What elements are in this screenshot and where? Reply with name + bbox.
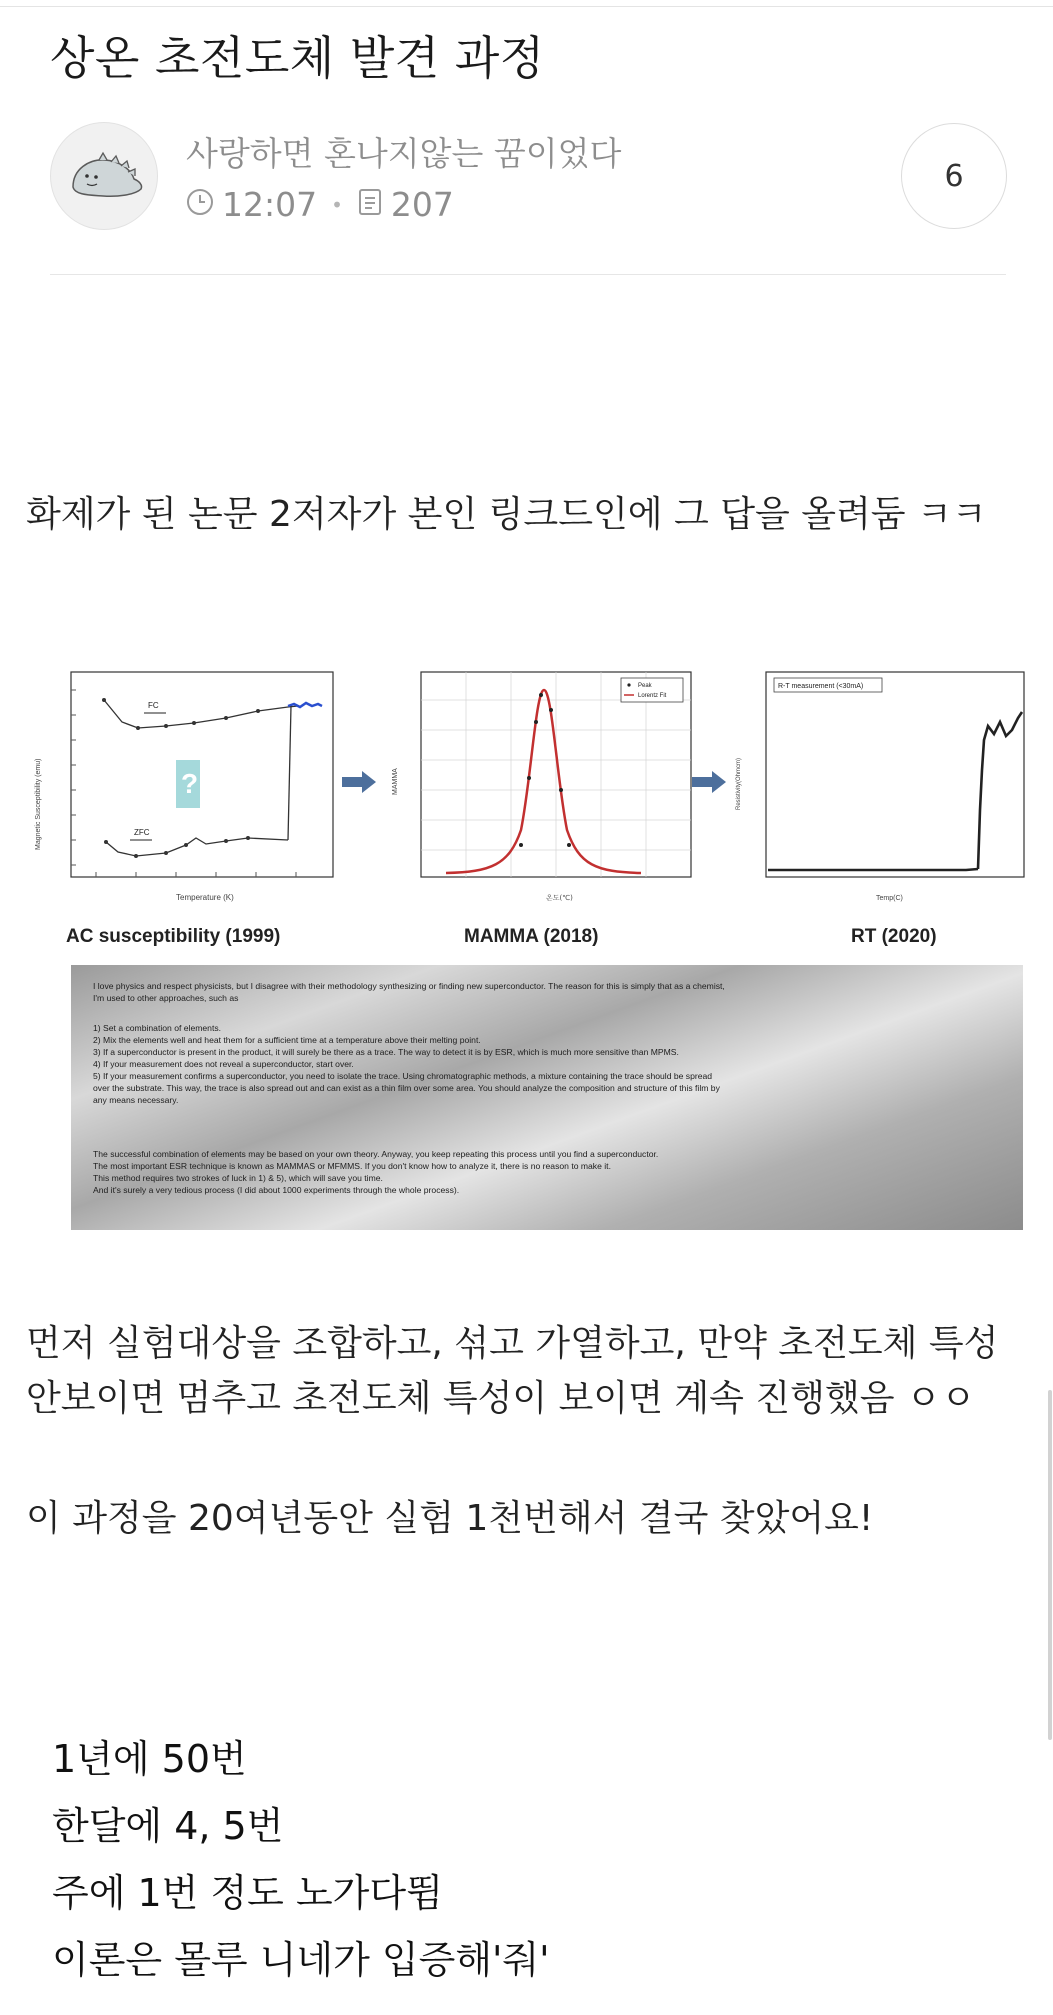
body-paragraph-line: 안보이면 멈추고 초전도체 특성이 보이면 계속 진행했음 ㅇㅇ bbox=[26, 1378, 976, 1419]
plot2-ylabel: MAMMA bbox=[392, 768, 399, 795]
quote-line: 2) Mix the elements well and heat them for a sufficient time at a temperature above their melting point. bbox=[93, 1035, 481, 1045]
quote-line: 3) If a superconductor is present in the product, it will surely be there as a trace. The way to detect it is by ESR, which is much more sensitive than MPMS. bbox=[93, 1047, 679, 1057]
plot1-xlabel: Temperature (K) bbox=[176, 893, 234, 902]
plot1-ylabel: Magnetic Susceptibility (emu) bbox=[35, 758, 42, 850]
intro-text: 화제가 된 논문 2저자가 본인 링크드인에 그 답을 올려둠 ㅋㅋ bbox=[26, 494, 987, 535]
quote-line: The successful combination of elements may be based on your own theory. Anyway, you keep repeating this process until you find a superconductor. bbox=[93, 1149, 659, 1159]
clock-icon bbox=[186, 185, 214, 224]
quote-line: any means necessary. bbox=[93, 1095, 179, 1105]
header-divider bbox=[50, 274, 1006, 275]
quote-line: 1) Set a combination of elements. bbox=[93, 1023, 222, 1033]
arrow-right-icon bbox=[340, 770, 378, 798]
list-item: 1년에 50번 bbox=[52, 1737, 247, 1781]
body-paragraph: 이 과정을 20여년동안 실험 1천번해서 결국 찾았어요! bbox=[26, 1498, 874, 1539]
list-item: 주에 1번 정도 노가다뜀 bbox=[52, 1871, 443, 1915]
fc-label: FC bbox=[148, 701, 159, 710]
comment-count: 6 bbox=[944, 158, 964, 194]
caption-ac-susceptibility: AC susceptibility (1999) bbox=[66, 926, 281, 947]
legend-lorentz: Lorentz Fit bbox=[638, 693, 667, 699]
body-paragraph-line: 먼저 실험대상을 조합하고, 섞고 가열하고, 만약 초전도체 특성 bbox=[26, 1323, 999, 1364]
caption-mamma: MAMMA (2018) bbox=[464, 926, 599, 947]
post-meta bbox=[186, 185, 454, 224]
post-time: 12:07 bbox=[222, 185, 318, 224]
rt-plot bbox=[726, 660, 1026, 920]
quote-line: The most important ESR technique is known as MAMMAS or MFMMS. If you don't know how to analyze it, there is no reason to make it. bbox=[93, 1161, 611, 1171]
quote-line: I'm used to other approaches, such as bbox=[93, 993, 239, 1003]
plot2-xlabel: 온도(℃) bbox=[546, 894, 573, 902]
plot3-legend: R-T measurement (<30mA) bbox=[778, 683, 864, 690]
view-count: 207 bbox=[390, 185, 454, 224]
quote-line: This method requires two strokes of luck in 1) & 5), which will save you time. bbox=[93, 1173, 383, 1183]
quote-line: 4) If your measurement does not reveal a superconductor, start over. bbox=[93, 1059, 354, 1069]
ac-susceptibility-plot bbox=[26, 660, 346, 920]
linkedin-quote-block bbox=[71, 965, 1023, 1230]
superconductor-figure-image bbox=[26, 660, 1026, 1240]
quote-line: 5) If your measurement confirms a superconductor, you need to isolate the trace. Using chromatographic methods, a mixture containing the trace should be spread bbox=[93, 1071, 713, 1081]
quote-line: I love physics and respect physicists, but I disagree with their methodology synthesizing or finding new superconductor. The reason for this is simply that as a chemist, bbox=[93, 981, 725, 991]
author-avatar[interactable] bbox=[50, 122, 158, 230]
dinosaur-avatar-icon bbox=[51, 123, 157, 229]
top-divider bbox=[0, 6, 1053, 7]
document-icon bbox=[357, 185, 383, 224]
quote-line: over the substrate. This way, the trace is also spread out and can exist as a thin film over some area. You should analyze the composition and structure of this film by bbox=[93, 1083, 720, 1093]
zfc-label: ZFC bbox=[134, 828, 150, 837]
arrow-right-icon bbox=[690, 770, 728, 798]
plot3-xlabel: Temp(C) bbox=[876, 895, 903, 902]
scrollbar[interactable] bbox=[1048, 1390, 1052, 1740]
mamma-plot bbox=[381, 660, 711, 920]
question-mark: ? bbox=[181, 768, 199, 799]
quote-line: And it's surely a very tedious process (I did about 1000 experiments through the whole process). bbox=[93, 1185, 460, 1195]
list-item: 이론은 몰루 니네가 입증해'줘' bbox=[52, 1938, 550, 1982]
plot3-ylabel: Resistivity(Ohmcm) bbox=[736, 758, 742, 810]
caption-rt: RT (2020) bbox=[851, 926, 937, 947]
meta-separator: • bbox=[331, 192, 343, 217]
comment-count-button[interactable] bbox=[901, 123, 1007, 229]
author-name[interactable]: 사랑하면 혼나지않는 꿈이었다 bbox=[186, 134, 622, 173]
post-title: 상온 초전도체 발견 과정 bbox=[50, 31, 545, 85]
legend-peak: Peak bbox=[638, 683, 652, 689]
list-item: 한달에 4, 5번 bbox=[52, 1804, 284, 1848]
